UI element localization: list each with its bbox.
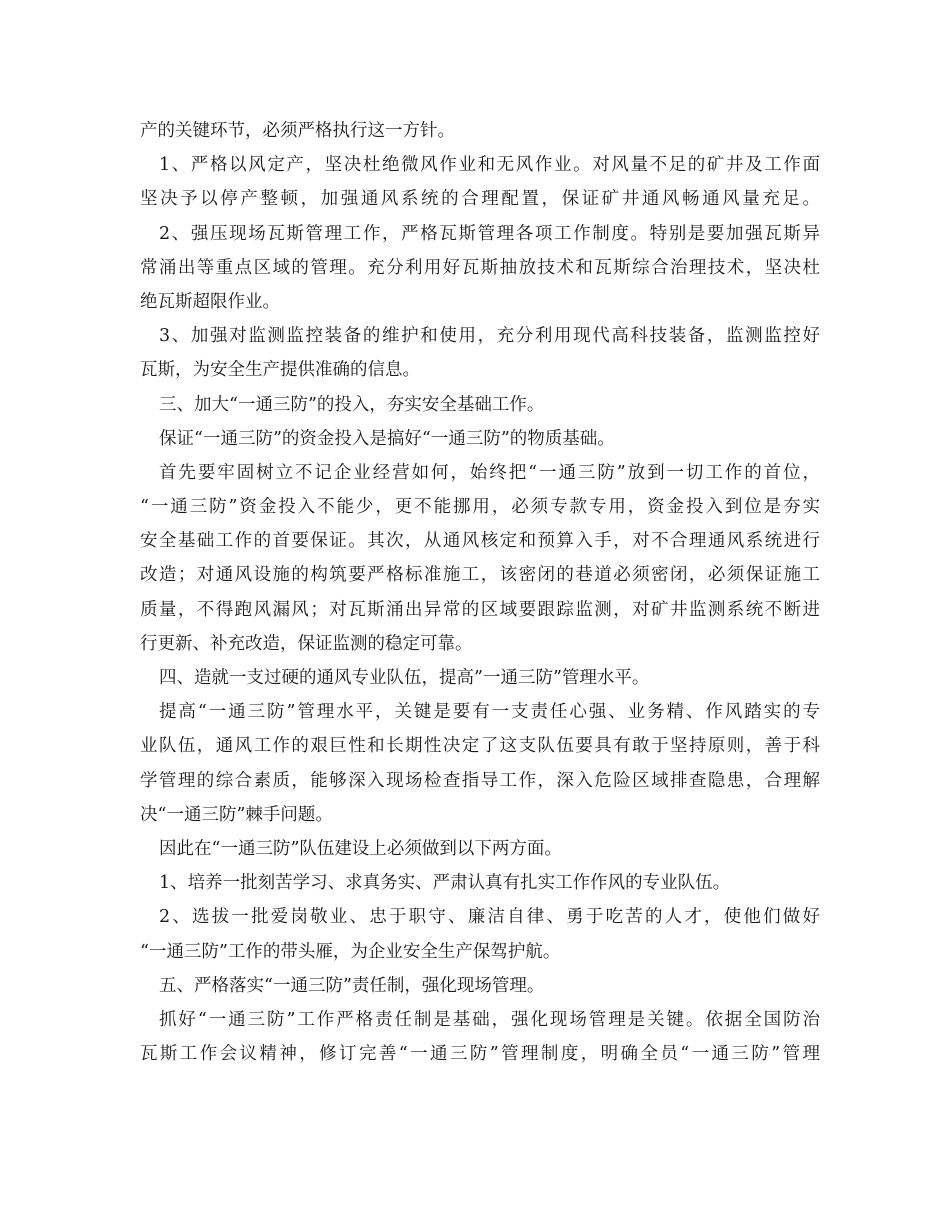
text-line: 行更新、补充改造，保证监测的稳定可靠。	[140, 633, 473, 654]
section-heading: 四、造就一支过硬的通风专业队伍，提高”一通三防”管理水平。	[159, 668, 650, 688]
text-line: 1、严格以风定产，坚决杜绝微风作业和无风作业。对风量不足的矿井及工作面	[159, 155, 820, 176]
text-line: 3、加强对监测监控装备的维护和使用，充分利用现代高科技装备，监测监控好	[159, 326, 820, 347]
text-line: 产的关键环节，必须严格执行这一方针。	[140, 121, 455, 141]
text-line: 质量，不得跑风漏风；对瓦斯涌出异常的区域要跟踪监测，对矿井监测系统不断进	[140, 599, 820, 620]
text-line: 提高“一通三防”管理水平，关键是要有一支责任心强、业务精、作风踏实的专	[159, 702, 820, 723]
text-line: 坚决予以停产整顿，加强通风系统的合理配置，保证矿井通风畅通风量充足。	[140, 189, 820, 210]
text-line: 抓好“一通三防”工作严格责任制是基础，强化现场管理是关键。依据全国防治	[159, 1009, 820, 1030]
document-body	[140, 114, 820, 1071]
text-line: 瓦斯工作会议精神，修订完善“一通三防”管理制度，明确全员“一通三防”管理	[140, 1044, 820, 1065]
section-heading: 三、加大“一通三防”的投入，夯实安全基础工作。	[159, 394, 545, 415]
text-line: 常涌出等重点区域的管理。充分利用好瓦斯抽放技术和瓦斯综合治理技术，坚决杜	[140, 257, 820, 278]
text-line: 2、强压现场瓦斯管理工作，严格瓦斯管理各项工作制度。特别是要加强瓦斯异	[159, 223, 820, 244]
text-line: “一通三防”资金投入不能少，更不能挪用，必须专款专用，资金投入到位是夯实	[140, 497, 820, 518]
text-line: 瓦斯，为安全生产提供准确的信息。	[140, 360, 420, 381]
text-line: 保证“一通三防”的资金投入是搞好“一通三防”的物质基础。	[159, 428, 615, 449]
text-line: 改造；对通风设施的构筑要严格标准施工，该密闭的巷道必须密闭，必须保证施工	[140, 565, 820, 586]
text-line: 安全基础工作的首要保证。其次，从通风核定和预算入手，对不合理通风系统进行	[140, 531, 820, 552]
text-line: 绝瓦斯超限作业。	[140, 291, 280, 312]
text-line: 决“一通三防”棘手问题。	[140, 804, 333, 825]
text-line: 2、选拔一批爱岗敬业、忠于职守、廉洁自律、勇于吃苦的人才，使他们做好	[159, 907, 820, 928]
text-line: 因此在“一通三防”队伍建设上必须做到以下两方面。	[159, 838, 562, 859]
text-line: 首先要牢固树立不记企业经营如何，始终把“一通三防”放到一切工作的首位，	[159, 462, 820, 483]
text-line: 业队伍，通风工作的艰巨性和长期性决定了这支队伍要具有敢于坚持原则，善于科	[140, 736, 820, 757]
text-line: 学管理的综合素质，能够深入现场检查指导工作，深入危险区域排查隐患，合理解	[140, 770, 820, 791]
text-line: “一通三防”工作的带头雁，为企业安全生产保驾护航。	[140, 941, 561, 962]
section-heading: 五、严格落实“一通三防”责任制，强化现场管理。	[159, 975, 545, 996]
text-line: 1、培养一批刻苦学习、求真务实、严肃认真有扎实工作作风的专业队伍。	[159, 873, 731, 894]
